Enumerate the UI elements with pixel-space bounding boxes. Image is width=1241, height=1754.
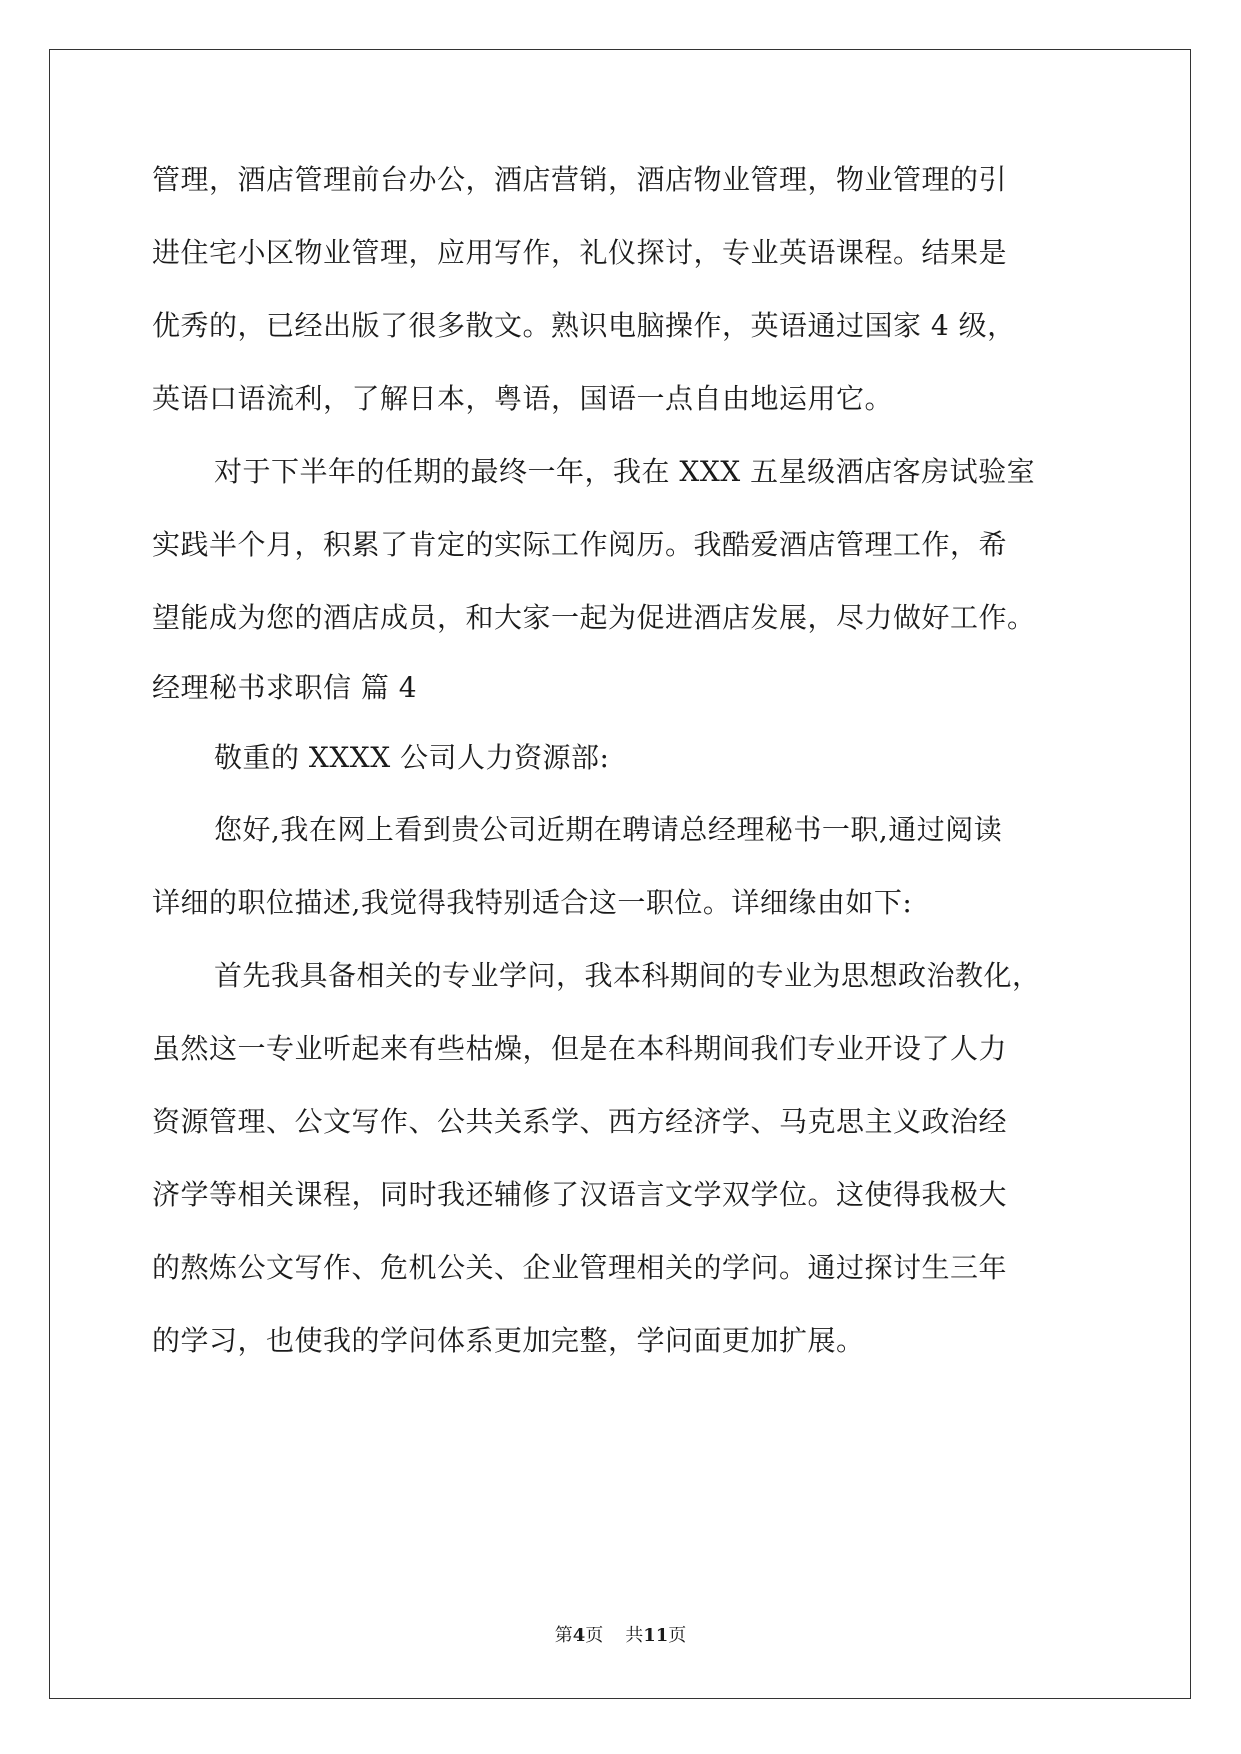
paragraph-line: 优秀的，已经出版了很多散文。熟识电脑操作，英语通过国家 4 级， [152,309,1016,342]
paragraph-line: 济学等相关课程，同时我还辅修了汉语言文学双学位。这使得我极大 [152,1178,1008,1211]
total-suffix: 页 [668,1625,687,1646]
paragraph-line: 进住宅小区物业管理，应用写作，礼仪探讨，专业英语课程。结果是 [152,236,1008,269]
page-border [49,49,1191,1699]
paragraph-line: 实践半个月，积累了肯定的实际工作阅历。我酷爱酒店管理工作，希 [152,528,1008,561]
page-suffix: 页 [585,1625,604,1646]
paragraph-line: 的熬炼公文写作、危机公关、企业管理相关的学问。通过探讨生三年 [152,1251,1008,1284]
paragraph-line: 管理，酒店管理前台办公，酒店营销，酒店物业管理，物业管理的引 [152,163,1008,196]
paragraph-line: 您好,我在网上看到贵公司近期在聘请总经理秘书一职,通过阅读 [214,813,1003,846]
paragraph-line: 对于下半年的任期的最终一年，我在 XXX 五星级酒店客房试验室 [214,455,1036,488]
paragraph-line: 的学习，也使我的学问体系更加完整，学问面更加扩展。 [152,1324,865,1357]
paragraph-line: 首先我具备相关的专业学问，我本科期间的专业为思想政治教化， [214,959,1041,992]
paragraph-line: 详细的职位描述,我觉得我特别适合这一职位。详细缘由如下: [152,886,913,919]
paragraph-line: 资源管理、公文写作、公共关系学、西方经济学、马克思主义政治经 [152,1105,1008,1138]
total-pages: 11 [643,1625,669,1646]
paragraph-line: 虽然这一专业听起来有些枯燥，但是在本科期间我们专业开设了人力 [152,1032,1008,1065]
page-number: 4 [572,1625,586,1646]
page-prefix: 第 [554,1625,573,1646]
total-prefix: 共 [625,1625,644,1646]
paragraph-line: 望能成为您的酒店成员，和大家一起为促进酒店发展，尽力做好工作。 [152,601,1036,634]
page-footer [0,1624,1241,1648]
section-heading: 经理秘书求职信 篇 4 [152,671,418,704]
paragraph-line: 英语口语流利，了解日本，粤语，国语一点自由地运用它。 [152,382,894,415]
salutation: 敬重的 XXXX 公司人力资源部: [214,741,610,774]
